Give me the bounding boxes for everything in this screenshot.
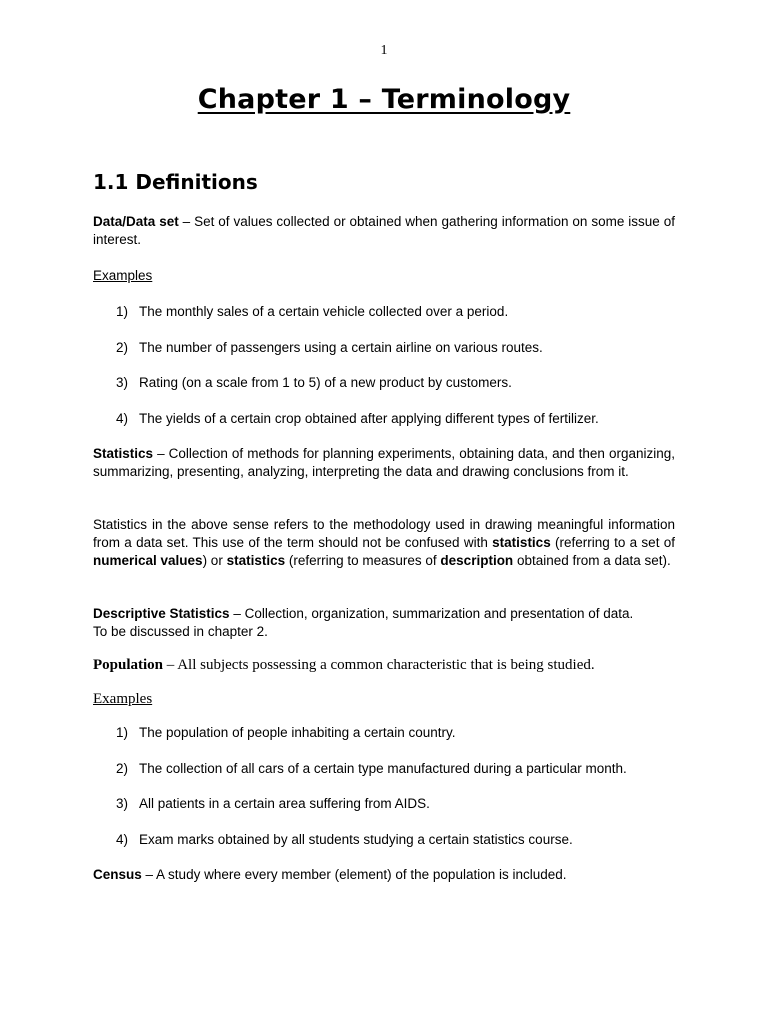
data-definition xyxy=(93,213,675,249)
list-item xyxy=(116,303,676,321)
note-text: ) or xyxy=(202,553,227,568)
page-number: 1 xyxy=(380,43,388,58)
examples-heading-2: Examples xyxy=(93,691,153,707)
census-definition-text: – A study where every member (element) of the population is included. xyxy=(141,867,567,882)
list-item xyxy=(116,410,676,428)
list-number: 1) xyxy=(116,725,129,740)
chapter-title: Chapter 1 – Terminology xyxy=(197,84,571,115)
list-number: 4) xyxy=(116,411,129,426)
note-bold: statistics xyxy=(226,553,286,568)
list-item xyxy=(116,374,676,392)
data-definition-text: – Set of values collected or obtained when gathering information on some issue of interest. xyxy=(93,214,675,247)
descriptive-followup: To be discussed in chapter 2. xyxy=(93,624,268,639)
list-text: The yields of a certain crop obtained after applying different types of fertilizer. xyxy=(139,411,599,426)
list-text: The monthly sales of a certain vehicle collected over a period. xyxy=(139,304,509,319)
note-text: Statistics in the above sense refers to the methodology used in drawing meaningful information from a data set. This use of the term should not be confused with xyxy=(93,517,675,550)
statistics-definition xyxy=(93,445,675,481)
list-number: 2) xyxy=(116,340,129,355)
list-number: 1) xyxy=(116,304,129,319)
list-text: Exam marks obtained by all students studying a certain statistics course. xyxy=(139,832,573,847)
list-number: 4) xyxy=(116,832,129,847)
list-text: The population of people inhabiting a certain country. xyxy=(139,725,456,740)
note-text: (referring to a set of xyxy=(550,535,676,550)
data-term: Data/Data set xyxy=(93,214,179,229)
note-text: (referring to measures of xyxy=(285,553,441,568)
statistics-definition-text: – Collection of methods for planning experiments, obtaining data, and then organizing, summarizing, presenting, analyzing, interpreting the data and drawing conclusions from it. xyxy=(93,446,675,479)
note-text: obtained from a data set). xyxy=(513,553,671,568)
list-number: 3) xyxy=(116,796,129,811)
statistics-note xyxy=(93,516,675,570)
note-bold: numerical values xyxy=(93,553,203,568)
descriptive-statistics-definition xyxy=(93,605,675,641)
descriptive-definition-text: – Collection, organization, summarization and presentation of data. xyxy=(229,606,634,621)
note-bold: statistics xyxy=(492,535,551,550)
descriptive-term: Descriptive Statistics xyxy=(93,606,230,621)
list-text: All patients in a certain area suffering from AIDS. xyxy=(139,796,430,811)
list-item xyxy=(116,831,676,849)
statistics-term: Statistics xyxy=(93,446,154,461)
section-title: 1.1 Definitions xyxy=(93,170,258,194)
population-definition-text: – All subjects possessing a common characteristic that is being studied. xyxy=(163,657,595,673)
population-term: Population xyxy=(93,657,164,673)
list-text: The number of passengers using a certain airline on various routes. xyxy=(139,340,543,355)
list-item xyxy=(116,339,676,357)
list-item xyxy=(116,760,676,778)
list-item xyxy=(116,724,676,742)
list-number: 2) xyxy=(116,761,129,776)
list-text: The collection of all cars of a certain type manufactured during a particular month. xyxy=(139,761,627,776)
examples-heading-1: Examples xyxy=(93,268,153,283)
census-term: Census xyxy=(93,867,142,882)
list-number: 3) xyxy=(116,375,129,390)
census-definition xyxy=(93,866,675,884)
list-item xyxy=(116,795,676,813)
list-text: Rating (on a scale from 1 to 5) of a new product by customers. xyxy=(139,375,512,390)
note-bold: description xyxy=(440,553,514,568)
population-definition xyxy=(93,656,675,674)
